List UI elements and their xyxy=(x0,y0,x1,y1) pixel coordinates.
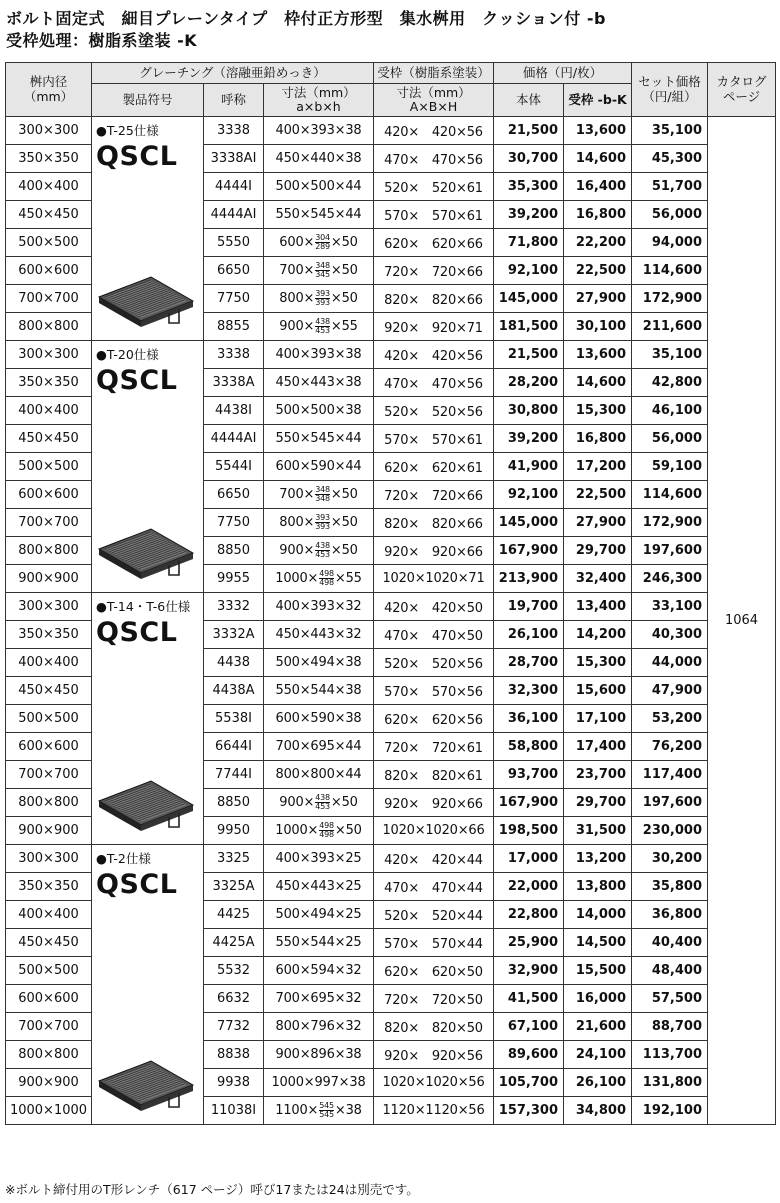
grating-dim-cell: 550×544×25 xyxy=(264,929,374,957)
nominal-cell: 6632 xyxy=(204,985,264,1013)
load-spec-label: ●T-2仕様 xyxy=(96,851,151,866)
frame-price-cell: 14,500 xyxy=(564,929,632,957)
frame-dim-cell: 570× 570×44 xyxy=(374,929,494,957)
header-grating: グレーチング（溶融亜鉛めっき） xyxy=(92,63,374,84)
inner-size-cell: 300×300 xyxy=(6,593,92,621)
nominal-cell: 4438I xyxy=(204,397,264,425)
nominal-cell: 6644I xyxy=(204,733,264,761)
inner-size-cell: 600×600 xyxy=(6,985,92,1013)
set-price-cell: 59,100 xyxy=(632,453,708,481)
grating-dim-cell: 900× $\frac{438}{453}$ ×50 xyxy=(264,537,374,565)
frame-price-cell: 15,600 xyxy=(564,677,632,705)
set-price-cell: 76,200 xyxy=(632,733,708,761)
grating-dim-cell: 550×544×38 xyxy=(264,677,374,705)
frame-dim-cell: 720× 720×66 xyxy=(374,481,494,509)
frame-dim-cell: 420× 420×56 xyxy=(374,117,494,145)
grating-product-image xyxy=(95,775,197,837)
grating-dim-cell: 450×443×32 xyxy=(264,621,374,649)
inner-size-cell: 800×800 xyxy=(6,313,92,341)
frame-price-cell: 14,600 xyxy=(564,145,632,173)
frame-price-cell: 15,300 xyxy=(564,649,632,677)
frame-price-cell: 15,300 xyxy=(564,397,632,425)
frame-dim-cell: 720× 720×66 xyxy=(374,257,494,285)
load-spec-label: ●T-14・T-6仕様 xyxy=(96,599,191,614)
grating-dim-cell: 900× $\frac{438}{453}$ ×50 xyxy=(264,789,374,817)
frame-price-cell: 23,700 xyxy=(564,761,632,789)
grating-dim-cell: 900× $\frac{438}{453}$ ×55 xyxy=(264,313,374,341)
grating-dim-cell: 600×594×32 xyxy=(264,957,374,985)
nominal-cell: 5544I xyxy=(204,453,264,481)
grating-dim-cell: 1000× $\frac{498}{498}$ ×50 xyxy=(264,817,374,845)
set-price-cell: 51,700 xyxy=(632,173,708,201)
frame-price-cell: 17,200 xyxy=(564,453,632,481)
nominal-cell: 8855 xyxy=(204,313,264,341)
product-code-cell xyxy=(92,117,204,341)
set-price-cell: 40,400 xyxy=(632,929,708,957)
set-price-cell: 114,600 xyxy=(632,257,708,285)
frame-dim-cell: 420× 420×56 xyxy=(374,341,494,369)
frame-price-cell: 21,600 xyxy=(564,1013,632,1041)
nominal-cell: 7744I xyxy=(204,761,264,789)
grating-dim-cell: 450×443×25 xyxy=(264,873,374,901)
set-price-cell: 57,500 xyxy=(632,985,708,1013)
body-price-cell: 181,500 xyxy=(494,313,564,341)
body-price-cell: 167,900 xyxy=(494,537,564,565)
product-logo: QSCL xyxy=(96,365,178,396)
grating-dim-cell: 450×443×38 xyxy=(264,369,374,397)
set-price-cell: 172,900 xyxy=(632,509,708,537)
grating-dim-cell: 900×896×38 xyxy=(264,1041,374,1069)
header-body-price: 本体 xyxy=(494,84,564,117)
inner-size-cell: 600×600 xyxy=(6,733,92,761)
set-price-cell: 46,100 xyxy=(632,397,708,425)
body-price-cell: 19,700 xyxy=(494,593,564,621)
inner-size-cell: 1000×1000 xyxy=(6,1097,92,1125)
inner-size-cell: 500×500 xyxy=(6,957,92,985)
nominal-cell: 8838 xyxy=(204,1041,264,1069)
inner-size-cell: 700×700 xyxy=(6,509,92,537)
nominal-cell: 9955 xyxy=(204,565,264,593)
frame-price-cell: 27,900 xyxy=(564,509,632,537)
set-price-cell: 88,700 xyxy=(632,1013,708,1041)
set-price-cell: 42,800 xyxy=(632,369,708,397)
body-price-cell: 157,300 xyxy=(494,1097,564,1125)
frame-price-cell: 13,600 xyxy=(564,117,632,145)
nominal-cell: 4444AI xyxy=(204,425,264,453)
body-price-cell: 67,100 xyxy=(494,1013,564,1041)
nominal-cell: 8850 xyxy=(204,537,264,565)
body-price-cell: 145,000 xyxy=(494,285,564,313)
nominal-cell: 5538I xyxy=(204,705,264,733)
set-price-cell: 197,600 xyxy=(632,789,708,817)
set-price-cell: 36,800 xyxy=(632,901,708,929)
frame-dim-cell: 570× 570×61 xyxy=(374,425,494,453)
grating-dim-cell: 550×545×44 xyxy=(264,201,374,229)
nominal-cell: 3338A xyxy=(204,369,264,397)
body-price-cell: 41,900 xyxy=(494,453,564,481)
set-price-cell: 30,200 xyxy=(632,845,708,873)
set-price-cell: 117,400 xyxy=(632,761,708,789)
body-price-cell: 58,800 xyxy=(494,733,564,761)
frame-price-cell: 32,400 xyxy=(564,565,632,593)
frame-dim-cell: 520× 520×61 xyxy=(374,173,494,201)
frame-price-cell: 16,400 xyxy=(564,173,632,201)
inner-size-cell: 400×400 xyxy=(6,173,92,201)
nominal-cell: 3325 xyxy=(204,845,264,873)
set-price-cell: 40,300 xyxy=(632,621,708,649)
inner-size-cell: 500×500 xyxy=(6,453,92,481)
table-row xyxy=(6,593,776,621)
grating-dim-cell: 700×695×44 xyxy=(264,733,374,761)
frame-price-cell: 14,200 xyxy=(564,621,632,649)
table-row xyxy=(6,341,776,369)
inner-size-cell: 700×700 xyxy=(6,1013,92,1041)
nominal-cell: 5550 xyxy=(204,229,264,257)
frame-price-cell: 29,700 xyxy=(564,537,632,565)
inner-size-cell: 400×400 xyxy=(6,397,92,425)
frame-dim-cell: 620× 620×61 xyxy=(374,453,494,481)
frame-dim-cell: 820× 820×50 xyxy=(374,1013,494,1041)
grating-dim-cell: 500×500×38 xyxy=(264,397,374,425)
table-row xyxy=(6,117,776,145)
inner-size-cell: 400×400 xyxy=(6,901,92,929)
nominal-cell: 3325A xyxy=(204,873,264,901)
grating-dim-cell: 1000× $\frac{498}{498}$ ×55 xyxy=(264,565,374,593)
nominal-cell: 3338 xyxy=(204,117,264,145)
inner-size-cell: 400×400 xyxy=(6,649,92,677)
frame-price-cell: 29,700 xyxy=(564,789,632,817)
grating-dim-cell: 700× $\frac{348}{348}$ ×50 xyxy=(264,481,374,509)
body-price-cell: 26,100 xyxy=(494,621,564,649)
header-frame-dim: 寸法（mm） A×B×H xyxy=(374,84,494,117)
frame-dim-cell: 620× 620×56 xyxy=(374,705,494,733)
grating-dim-cell: 400×393×32 xyxy=(264,593,374,621)
inner-size-cell: 500×500 xyxy=(6,705,92,733)
frame-dim-cell: 520× 520×44 xyxy=(374,901,494,929)
body-price-cell: 93,700 xyxy=(494,761,564,789)
frame-dim-cell: 620× 620×50 xyxy=(374,957,494,985)
body-price-cell: 30,800 xyxy=(494,397,564,425)
nominal-cell: 4444AI xyxy=(204,201,264,229)
inner-size-cell: 700×700 xyxy=(6,285,92,313)
body-price-cell: 25,900 xyxy=(494,929,564,957)
grating-dim-cell: 1100× $\frac{545}{545}$ ×38 xyxy=(264,1097,374,1125)
catalog-page-cell: 1064 xyxy=(708,117,776,1125)
frame-dim-cell: 920× 920×56 xyxy=(374,1041,494,1069)
inner-size-cell: 900×900 xyxy=(6,565,92,593)
body-price-cell: 167,900 xyxy=(494,789,564,817)
grating-dim-cell: 1000×997×38 xyxy=(264,1069,374,1097)
grating-dim-cell: 600×590×44 xyxy=(264,453,374,481)
frame-price-cell: 34,800 xyxy=(564,1097,632,1125)
frame-dim-cell: 820× 820×61 xyxy=(374,761,494,789)
nominal-cell: 4425 xyxy=(204,901,264,929)
set-price-cell: 113,700 xyxy=(632,1041,708,1069)
frame-dim-cell: 920× 920×66 xyxy=(374,537,494,565)
header-product-code: 製品符号 xyxy=(92,84,204,117)
set-price-cell: 246,300 xyxy=(632,565,708,593)
page-subtitle: 受枠処理：樹脂系塗装 -K xyxy=(6,31,198,50)
grating-dim-cell: 500×494×25 xyxy=(264,901,374,929)
frame-price-cell: 22,500 xyxy=(564,481,632,509)
product-logo: QSCL xyxy=(96,141,178,172)
body-price-cell: 92,100 xyxy=(494,481,564,509)
body-price-cell: 28,200 xyxy=(494,369,564,397)
set-price-cell: 211,600 xyxy=(632,313,708,341)
inner-size-cell: 900×900 xyxy=(6,1069,92,1097)
nominal-cell: 7750 xyxy=(204,285,264,313)
set-price-cell: 45,300 xyxy=(632,145,708,173)
grating-dim-cell: 800× $\frac{393}{393}$ ×50 xyxy=(264,509,374,537)
grating-dim-cell: 500×500×44 xyxy=(264,173,374,201)
frame-price-cell: 13,800 xyxy=(564,873,632,901)
frame-dim-cell: 570× 570×56 xyxy=(374,677,494,705)
frame-price-cell: 16,800 xyxy=(564,425,632,453)
set-price-cell: 53,200 xyxy=(632,705,708,733)
body-price-cell: 92,100 xyxy=(494,257,564,285)
nominal-cell: 4438 xyxy=(204,649,264,677)
body-price-cell: 89,600 xyxy=(494,1041,564,1069)
body-price-cell: 32,900 xyxy=(494,957,564,985)
frame-dim-cell: 470× 470×56 xyxy=(374,369,494,397)
body-price-cell: 41,500 xyxy=(494,985,564,1013)
grating-dim-cell: 700×695×32 xyxy=(264,985,374,1013)
nominal-cell: 4425A xyxy=(204,929,264,957)
nominal-cell: 9938 xyxy=(204,1069,264,1097)
set-price-cell: 35,800 xyxy=(632,873,708,901)
nominal-cell: 3338AI xyxy=(204,145,264,173)
frame-price-cell: 13,200 xyxy=(564,845,632,873)
body-price-cell: 22,000 xyxy=(494,873,564,901)
header-grating-dim: 寸法（mm） a×b×h xyxy=(264,84,374,117)
body-price-cell: 35,300 xyxy=(494,173,564,201)
inner-size-cell: 350×350 xyxy=(6,145,92,173)
inner-size-cell: 450×450 xyxy=(6,425,92,453)
header-catalog: カタログ ページ xyxy=(708,63,776,117)
grating-dim-cell: 500×494×38 xyxy=(264,649,374,677)
body-price-cell: 36,100 xyxy=(494,705,564,733)
table-row xyxy=(6,845,776,873)
grating-dim-cell: 550×545×44 xyxy=(264,425,374,453)
body-price-cell: 30,700 xyxy=(494,145,564,173)
inner-size-cell: 350×350 xyxy=(6,873,92,901)
nominal-cell: 6650 xyxy=(204,481,264,509)
set-price-cell: 33,100 xyxy=(632,593,708,621)
set-price-cell: 56,000 xyxy=(632,425,708,453)
body-price-cell: 28,700 xyxy=(494,649,564,677)
inner-size-cell: 300×300 xyxy=(6,845,92,873)
grating-dim-cell: 800× $\frac{393}{393}$ ×50 xyxy=(264,285,374,313)
inner-size-cell: 300×300 xyxy=(6,117,92,145)
inner-size-cell: 350×350 xyxy=(6,369,92,397)
frame-price-cell: 22,500 xyxy=(564,257,632,285)
body-price-cell: 105,700 xyxy=(494,1069,564,1097)
load-spec-label: ●T-20仕様 xyxy=(96,347,159,362)
grating-dim-cell: 400×393×38 xyxy=(264,341,374,369)
nominal-cell: 5532 xyxy=(204,957,264,985)
body-price-cell: 145,000 xyxy=(494,509,564,537)
inner-size-cell: 600×600 xyxy=(6,481,92,509)
grating-dim-cell: 600×590×38 xyxy=(264,705,374,733)
frame-dim-cell: 820× 820×66 xyxy=(374,285,494,313)
body-price-cell: 71,800 xyxy=(494,229,564,257)
frame-price-cell: 31,500 xyxy=(564,817,632,845)
frame-dim-cell: 570× 570×61 xyxy=(374,201,494,229)
frame-dim-cell: 1020×1020×56 xyxy=(374,1069,494,1097)
load-spec-label: ●T-25仕様 xyxy=(96,123,159,138)
frame-price-cell: 16,000 xyxy=(564,985,632,1013)
inner-size-cell: 700×700 xyxy=(6,761,92,789)
frame-price-cell: 16,800 xyxy=(564,201,632,229)
header-inner-size: 桝内径 （mm） xyxy=(6,63,92,117)
frame-dim-cell: 520× 520×56 xyxy=(374,649,494,677)
frame-price-cell: 24,100 xyxy=(564,1041,632,1069)
body-price-cell: 39,200 xyxy=(494,201,564,229)
body-price-cell: 21,500 xyxy=(494,117,564,145)
set-price-cell: 56,000 xyxy=(632,201,708,229)
grating-dim-cell: 400×393×25 xyxy=(264,845,374,873)
nominal-cell: 9950 xyxy=(204,817,264,845)
frame-dim-cell: 720× 720×61 xyxy=(374,733,494,761)
nominal-cell: 3338 xyxy=(204,341,264,369)
frame-dim-cell: 920× 920×66 xyxy=(374,789,494,817)
frame-price-cell: 27,900 xyxy=(564,285,632,313)
body-price-cell: 32,300 xyxy=(494,677,564,705)
inner-size-cell: 450×450 xyxy=(6,201,92,229)
frame-dim-cell: 1020×1020×66 xyxy=(374,817,494,845)
inner-size-cell: 450×450 xyxy=(6,929,92,957)
inner-size-cell: 300×300 xyxy=(6,341,92,369)
nominal-cell: 8850 xyxy=(204,789,264,817)
product-logo: QSCL xyxy=(96,869,178,900)
grating-dim-cell: 800×800×44 xyxy=(264,761,374,789)
grating-product-image xyxy=(95,1055,197,1117)
nominal-cell: 4444I xyxy=(204,173,264,201)
frame-dim-cell: 820× 820×66 xyxy=(374,509,494,537)
frame-price-cell: 30,100 xyxy=(564,313,632,341)
body-price-cell: 21,500 xyxy=(494,341,564,369)
footnote: ※ボルト締付用のT形レンチ（617 ページ）呼び17または24は別売です。 xyxy=(5,1182,419,1197)
inner-size-cell: 900×900 xyxy=(6,817,92,845)
nominal-cell: 11038I xyxy=(204,1097,264,1125)
grating-dim-cell: 600× $\frac{304}{289}$ ×50 xyxy=(264,229,374,257)
set-price-cell: 94,000 xyxy=(632,229,708,257)
set-price-cell: 197,600 xyxy=(632,537,708,565)
frame-dim-cell: 470× 470×50 xyxy=(374,621,494,649)
set-price-cell: 230,000 xyxy=(632,817,708,845)
set-price-cell: 35,100 xyxy=(632,117,708,145)
set-price-cell: 131,800 xyxy=(632,1069,708,1097)
body-price-cell: 213,900 xyxy=(494,565,564,593)
body-price-cell: 22,800 xyxy=(494,901,564,929)
inner-size-cell: 600×600 xyxy=(6,257,92,285)
body-price-cell: 198,500 xyxy=(494,817,564,845)
inner-size-cell: 800×800 xyxy=(6,537,92,565)
header-set-price: セット価格 （円/組） xyxy=(632,63,708,117)
nominal-cell: 3332 xyxy=(204,593,264,621)
frame-price-cell: 22,200 xyxy=(564,229,632,257)
inner-size-cell: 350×350 xyxy=(6,621,92,649)
product-code-cell xyxy=(92,341,204,593)
frame-price-cell: 14,600 xyxy=(564,369,632,397)
frame-price-cell: 15,500 xyxy=(564,957,632,985)
frame-dim-cell: 720× 720×50 xyxy=(374,985,494,1013)
frame-dim-cell: 470× 470×56 xyxy=(374,145,494,173)
frame-price-cell: 17,400 xyxy=(564,733,632,761)
product-code-cell xyxy=(92,845,204,1125)
body-price-cell: 39,200 xyxy=(494,425,564,453)
product-logo: QSCL xyxy=(96,617,178,648)
frame-price-cell: 26,100 xyxy=(564,1069,632,1097)
frame-dim-cell: 620× 620×66 xyxy=(374,229,494,257)
set-price-cell: 48,400 xyxy=(632,957,708,985)
nominal-cell: 7750 xyxy=(204,509,264,537)
page-title: ボルト固定式 細目プレーンタイプ 枠付正方形型 集水桝用 クッション付 -b xyxy=(6,9,606,28)
frame-price-cell: 13,600 xyxy=(564,341,632,369)
grating-dim-cell: 450×440×38 xyxy=(264,145,374,173)
nominal-cell: 6650 xyxy=(204,257,264,285)
frame-dim-cell: 420× 420×50 xyxy=(374,593,494,621)
set-price-cell: 114,600 xyxy=(632,481,708,509)
frame-price-cell: 13,400 xyxy=(564,593,632,621)
header-frame-price: 受枠 -b-K xyxy=(564,84,632,117)
set-price-cell: 192,100 xyxy=(632,1097,708,1125)
header-frame: 受枠（樹脂系塗装） xyxy=(374,63,494,84)
nominal-cell: 4438A xyxy=(204,677,264,705)
set-price-cell: 44,000 xyxy=(632,649,708,677)
set-price-cell: 172,900 xyxy=(632,285,708,313)
frame-dim-cell: 520× 520×56 xyxy=(374,397,494,425)
frame-dim-cell: 1020×1020×71 xyxy=(374,565,494,593)
inner-size-cell: 800×800 xyxy=(6,1041,92,1069)
grating-dim-cell: 400×393×38 xyxy=(264,117,374,145)
nominal-cell: 7732 xyxy=(204,1013,264,1041)
frame-price-cell: 17,100 xyxy=(564,705,632,733)
header-nominal: 呼称 xyxy=(204,84,264,117)
header-price: 価格（円/枚） xyxy=(494,63,632,84)
grating-product-image xyxy=(95,271,197,333)
grating-dim-cell: 800×796×32 xyxy=(264,1013,374,1041)
frame-dim-cell: 1120×1120×56 xyxy=(374,1097,494,1125)
product-code-cell xyxy=(92,593,204,845)
grating-dim-cell: 700× $\frac{348}{345}$ ×50 xyxy=(264,257,374,285)
grating-product-image xyxy=(95,523,197,585)
frame-dim-cell: 420× 420×44 xyxy=(374,845,494,873)
inner-size-cell: 450×450 xyxy=(6,677,92,705)
frame-price-cell: 14,000 xyxy=(564,901,632,929)
inner-size-cell: 800×800 xyxy=(6,789,92,817)
set-price-cell: 35,100 xyxy=(632,341,708,369)
frame-dim-cell: 920× 920×71 xyxy=(374,313,494,341)
body-price-cell: 17,000 xyxy=(494,845,564,873)
nominal-cell: 3332A xyxy=(204,621,264,649)
inner-size-cell: 500×500 xyxy=(6,229,92,257)
price-table xyxy=(5,62,776,1125)
frame-dim-cell: 470× 470×44 xyxy=(374,873,494,901)
set-price-cell: 47,900 xyxy=(632,677,708,705)
